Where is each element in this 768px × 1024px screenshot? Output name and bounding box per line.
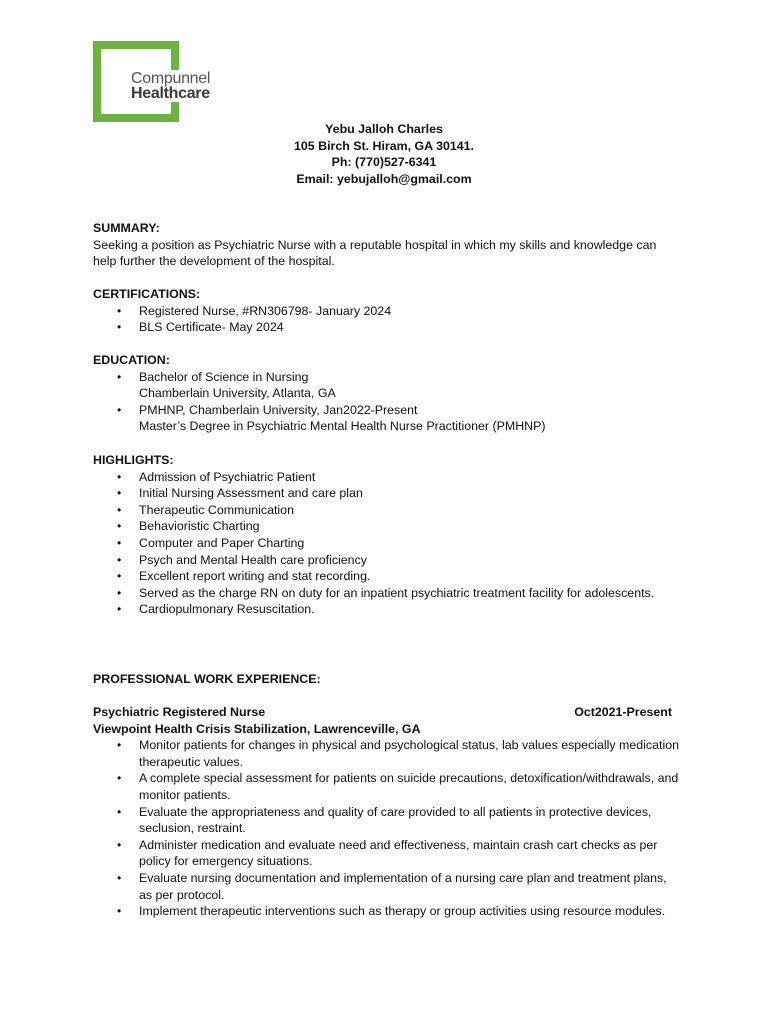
list-item <box>93 568 679 585</box>
summary-heading: SUMMARY: <box>93 221 160 235</box>
duty-text: Implement therapeutic interventions such as therapy or group activities using resource modules. <box>139 904 666 919</box>
certifications-section <box>93 286 683 336</box>
list-item <box>93 770 679 803</box>
school-text: Chamberlain University, Atlanta, GA <box>139 386 336 401</box>
job-entry <box>93 704 683 920</box>
bullet-icon: • <box>117 519 122 534</box>
duty-text: Evaluate the appropriateness and quality of care provided to all patients in protective devices, seclusion, restraint. <box>139 804 652 836</box>
bullet-icon: • <box>117 904 122 919</box>
education-heading: EDUCATION: <box>93 353 170 367</box>
certification-text: BLS Certificate- May 2024 <box>139 320 284 335</box>
highlight-text: Excellent report writing and stat recording. <box>139 569 371 584</box>
bullet-icon: • <box>117 837 122 852</box>
list-item <box>93 903 679 920</box>
summary-text: Seeking a position as Psychiatric Nurse with a reputable hospital in which my skills and knowledge can help further the development of the hospital. <box>93 237 657 269</box>
applicant-name: Yebu Jalloh Charles <box>325 122 443 136</box>
bullet-icon: • <box>117 369 122 384</box>
list-item <box>93 585 679 602</box>
bullet-icon: • <box>117 552 122 567</box>
list-item <box>93 870 679 903</box>
list-item <box>93 469 679 486</box>
degree-text: PMHNP, Chamberlain University, Jan2022-Present <box>139 402 418 417</box>
bullet-icon: • <box>117 469 122 484</box>
applicant-address: 105 Birch St. Hiram, GA 30141. <box>294 138 474 153</box>
highlight-text: Initial Nursing Assessment and care plan <box>139 486 363 501</box>
bullet-icon: • <box>117 569 122 584</box>
bullet-icon: • <box>117 804 122 819</box>
list-item <box>93 402 679 435</box>
highlight-text: Behavioristic Charting <box>139 519 260 534</box>
certification-text: Registered Nurse, #RN306798- January 2024 <box>139 303 392 318</box>
highlight-text: Cardiopulmonary Resuscitation. <box>139 602 315 617</box>
employer-name: Viewpoint Health Crisis Stabilization, Lawrenceville, GA <box>93 721 421 736</box>
list-item <box>93 601 679 618</box>
list-item <box>93 552 679 569</box>
highlight-text: Admission of Psychiatric Patient <box>139 469 316 484</box>
certifications-heading: CERTIFICATIONS: <box>93 287 201 301</box>
highlight-text: Therapeutic Communication <box>139 502 294 517</box>
list-item <box>93 369 679 402</box>
list-item <box>93 535 679 552</box>
applicant-email: Email: yebujalloh@gmail.com <box>296 171 472 186</box>
job-title: Psychiatric Registered Nurse <box>93 705 266 719</box>
highlights-heading: HIGHLIGHTS: <box>93 453 174 467</box>
certifications-list <box>93 303 683 336</box>
bullet-icon: • <box>117 771 122 786</box>
summary-section <box>93 220 683 270</box>
highlight-text: Psych and Mental Health care proficiency <box>139 552 367 567</box>
bullet-icon: • <box>117 303 122 318</box>
duty-text: A complete special assessment for patients on suicide precautions, detoxification/withdrawals, and monitor patients. <box>139 771 679 802</box>
bullet-icon: • <box>117 738 122 753</box>
bullet-icon: • <box>117 402 122 417</box>
job-title-row <box>93 704 683 721</box>
list-item <box>93 518 679 535</box>
job-dates: Oct2021-Present <box>574 705 672 719</box>
applicant-phone: Ph: (770)527-6341 <box>331 155 437 170</box>
bullet-icon: • <box>117 535 122 550</box>
list-item <box>93 837 679 870</box>
list-item <box>93 737 679 770</box>
list-item <box>93 303 679 320</box>
bullet-icon: • <box>117 585 122 600</box>
highlights-section <box>93 452 683 618</box>
bullet-icon: • <box>117 602 122 617</box>
duty-text: Evaluate nursing documentation and implementation of a nursing care plan and treatment plans, as per protocol. <box>139 870 667 902</box>
logo-line-2: Healthcare <box>131 85 210 102</box>
experience-section <box>93 671 683 688</box>
education-section <box>93 352 683 435</box>
list-item <box>93 502 679 519</box>
education-list <box>93 369 683 435</box>
highlights-list <box>93 469 683 618</box>
experience-heading: PROFESSIONAL WORK EXPERIENCE: <box>93 672 321 686</box>
list-item <box>93 485 679 502</box>
list-item <box>93 319 679 336</box>
highlight-text: Served as the charge RN on duty for an inpatient psychiatric treatment facility for adolescents. <box>139 585 655 600</box>
logo-line-1: Compunnel <box>131 70 211 87</box>
degree-text: Bachelor of Science in Nursing <box>139 369 309 384</box>
duty-text: Monitor patients for changes in physical and psychological status, lab values especially medication therapeutic values. <box>139 738 679 769</box>
bullet-icon: • <box>117 870 122 885</box>
contact-header <box>0 121 768 187</box>
highlight-text: Computer and Paper Charting <box>139 535 305 550</box>
duty-text: Administer medication and evaluate need and effectiveness, maintain crash cart checks as per policy for emergency situations. <box>139 837 658 869</box>
bullet-icon: • <box>117 320 122 335</box>
job-duties-list <box>93 737 683 920</box>
bullet-icon: • <box>117 502 122 517</box>
bullet-icon: • <box>117 486 122 501</box>
list-item <box>93 804 679 837</box>
company-logo <box>93 41 211 122</box>
degree-detail-text: Master’s Degree in Psychiatric Mental Health Nurse Practitioner (PMHNP) <box>139 419 546 434</box>
logo-wordmark <box>131 70 212 102</box>
